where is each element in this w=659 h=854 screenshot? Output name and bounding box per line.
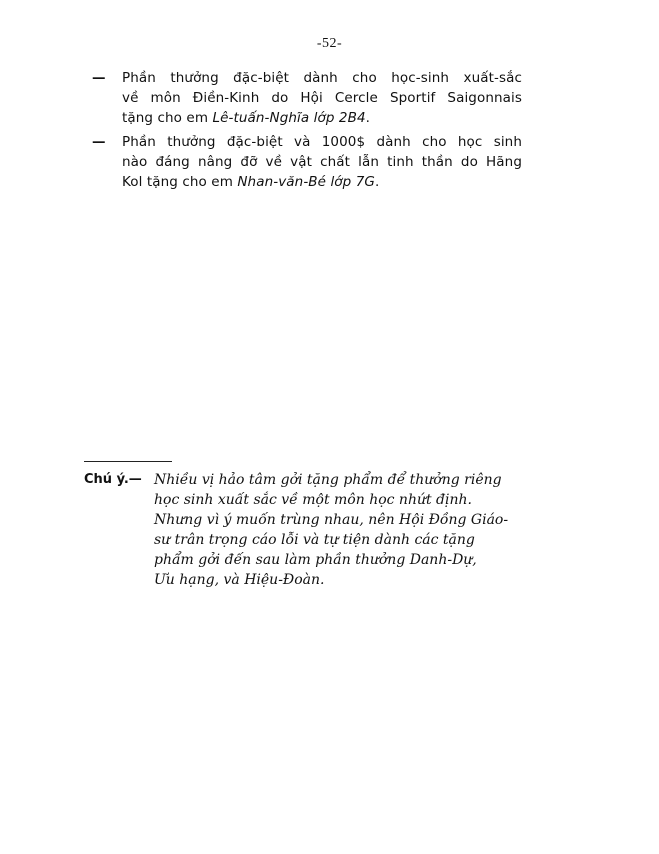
award-entry bbox=[92, 132, 522, 192]
footnote-line: học sinh xuất sắc về một môn học nhứt định. bbox=[154, 492, 472, 508]
entry-line: Phần thưởng đặc-biệt và 1000$ dành cho học sinh bbox=[122, 134, 522, 150]
footnote-line: sư trân trọng cáo lỗi và tự tiện dành các tặng bbox=[154, 532, 475, 548]
footnote bbox=[84, 470, 524, 590]
entry-dash: — bbox=[92, 134, 106, 150]
footnote-rule bbox=[84, 461, 172, 462]
footnote-label: Chú ý.— bbox=[84, 472, 142, 487]
footnote-line: Nhưng vì ý muốn trùng nhau, nên Hội Đồng Giáo- bbox=[154, 512, 509, 528]
footnote-line: Nhiều vị hảo tâm gởi tặng phẩm để thưởng riêng bbox=[154, 472, 502, 488]
award-entry bbox=[92, 68, 522, 128]
recipient-prefix: tặng cho em bbox=[122, 110, 213, 126]
recipient-name: Nhan-văn-Bé lớp 7G bbox=[237, 174, 375, 190]
page-number: -52- bbox=[316, 36, 343, 51]
recipient-suffix: . bbox=[365, 110, 371, 126]
footnote-line: phẩm gởi đến sau làm phần thưởng Danh-Dự, bbox=[154, 552, 477, 568]
entry-line: nào đáng nâng đỡ về vật chất lẫn tinh thần do Hãng bbox=[122, 154, 522, 170]
footnote-line: Ưu hạng, và Hiệu-Đoàn. bbox=[154, 572, 325, 588]
recipient-prefix: Kol tặng cho em bbox=[122, 174, 238, 190]
entry-dash: — bbox=[92, 70, 106, 86]
entry-line: Phần thưởng đặc-biệt dành cho học-sinh xuất-sắc bbox=[122, 70, 522, 86]
recipient-suffix: . bbox=[374, 174, 380, 190]
entry-line-recipient bbox=[122, 108, 522, 128]
entry-line-recipient bbox=[122, 172, 522, 192]
recipient-name: Lê-tuấn-Nghĩa lớp 2B4 bbox=[212, 110, 366, 126]
entry-line: về môn Điền-Kinh do Hội Cercle Sportif Saigonnais bbox=[122, 90, 522, 106]
